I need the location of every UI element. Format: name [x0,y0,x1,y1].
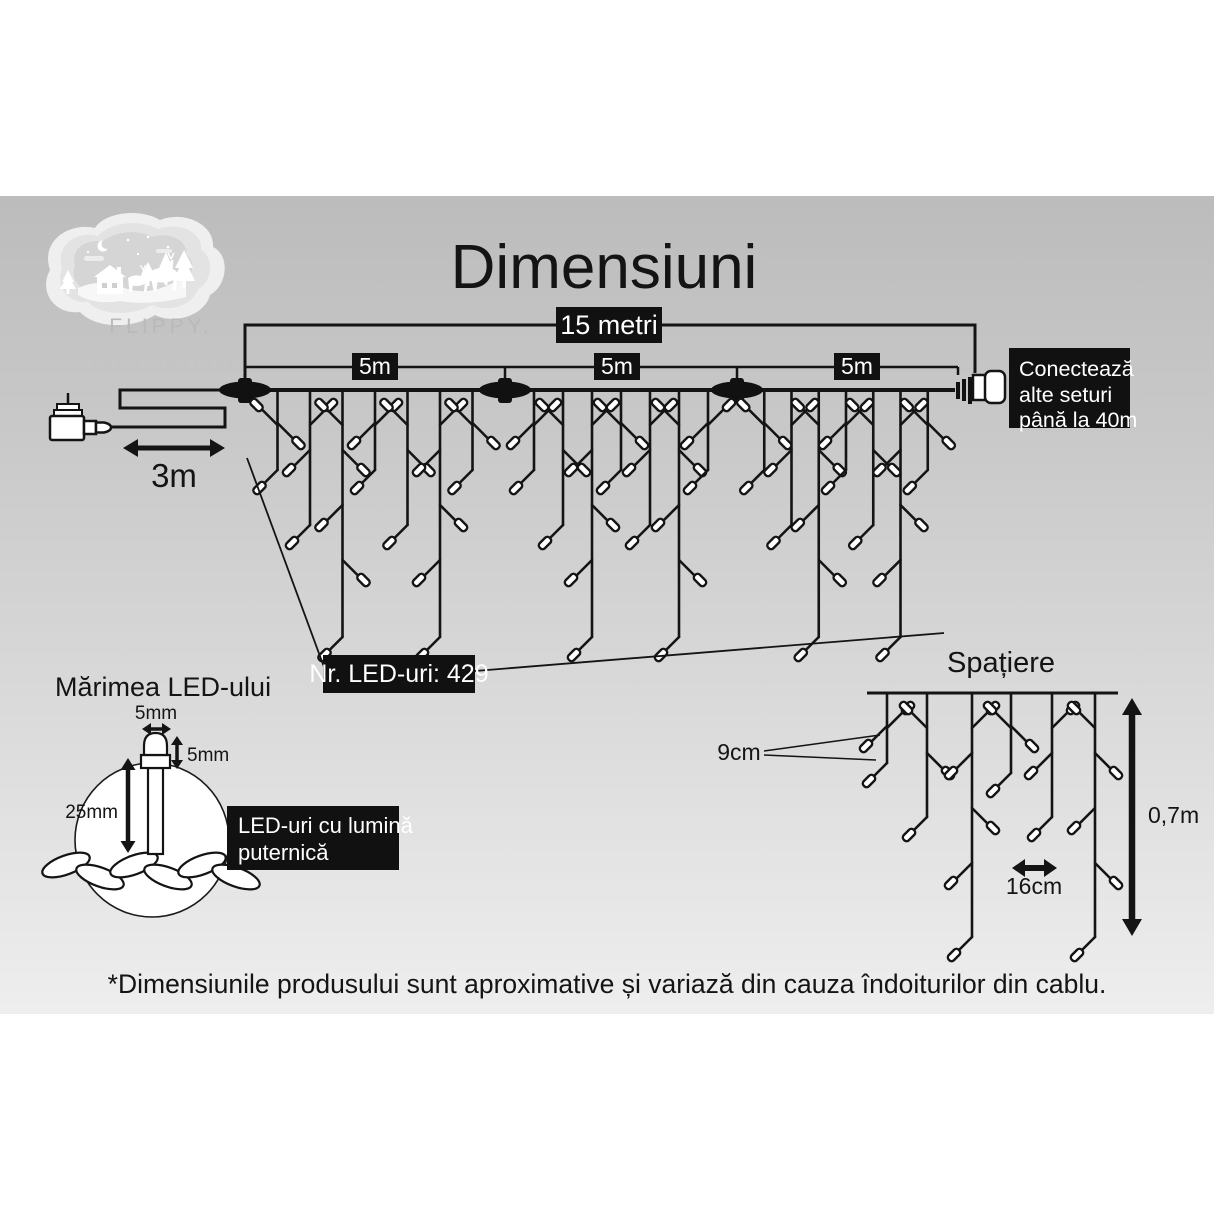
drop-gap-label: 16cm [1005,873,1063,899]
end-connector [956,371,1005,404]
total-length-label: 15 metri [560,310,658,340]
segment-label-2: 5m [601,353,633,379]
led-dome [144,733,167,755]
led-size-section [39,672,413,917]
icicle-curtain [249,390,956,662]
led-gap-label: 9cm [717,739,761,765]
lead-length-label: 3m [151,457,197,494]
logo-brand-script: christmas [68,333,258,377]
brand-logo [46,213,257,377]
bulb-width-label: 5mm [134,703,178,724]
connect-note [1009,348,1137,432]
segment-measure [245,353,958,383]
spacing-section [717,647,1199,962]
connect-note-line3: până la 40m [1019,408,1138,432]
spacing-curtain [859,693,1124,962]
drop-height-label: 0,7m [1148,802,1200,828]
logo-cloud-strip2 [156,249,172,253]
led-count-label: Nr. LED-uri: 429 [309,660,489,688]
led-collar [141,755,170,768]
page-title: Dimensiuni [450,233,758,302]
led-note-line2: puternică [238,840,329,865]
logo-moon-mask [102,239,112,249]
bulb-height-label: 5mm [187,745,230,766]
connect-note-line1: Conectează [1019,357,1134,381]
footer-note: *Dimensiunile produsului sunt aproximative și variază din cauza îndoiturilor din cablu. [107,969,1107,999]
connect-note-line2: alte seturi [1019,383,1113,407]
power-plug [50,390,245,440]
bulb-length-label: 25mm [65,802,118,823]
spacing-heading: Spațiere [946,647,1056,679]
segment-label-1: 5m [359,353,391,379]
logo-cloud-strip [84,256,104,261]
lead-length-measure [123,439,225,494]
wire-connector-1 [219,378,271,403]
segment-label-3: 5m [841,353,873,379]
wire-connector-2 [479,378,531,403]
led-note-line1: LED-uri cu lumină [238,813,413,838]
led-size-heading: Mărimea LED-ului [55,672,272,702]
logo-brand-text: FLIPPY. [109,315,213,338]
led-stem [148,768,163,854]
wire-connector-3 [711,378,763,403]
